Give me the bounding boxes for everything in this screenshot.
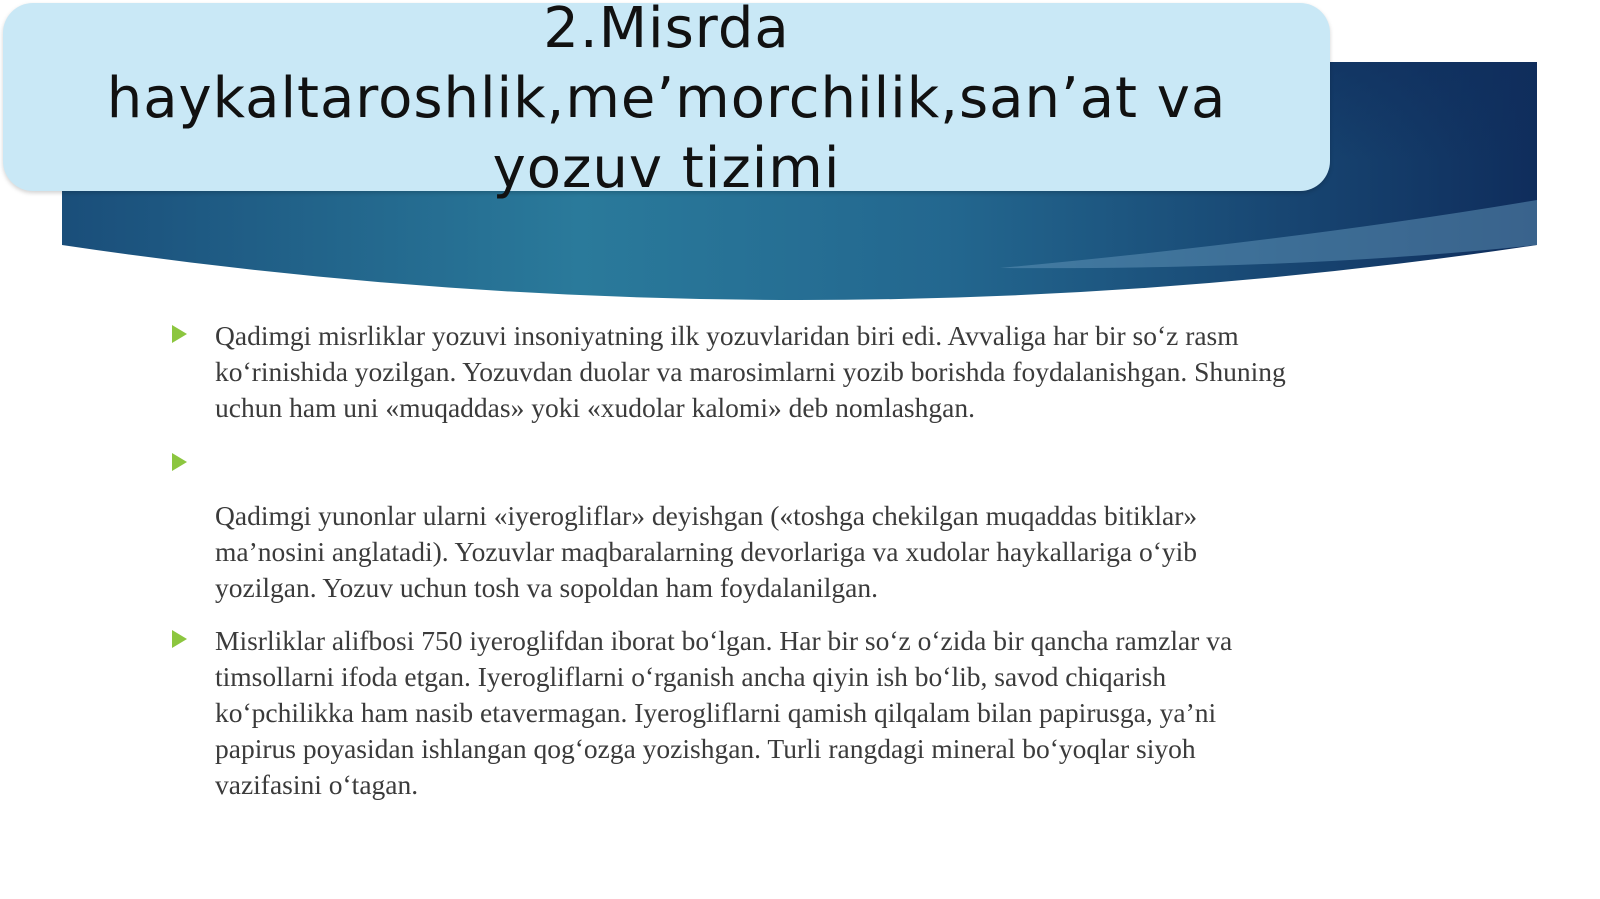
bullet-item bbox=[168, 623, 1298, 803]
bullet-text: Qadimgi misrliklar yozuvi insoniyatning ilk yozuvlaridan biri edi. Avvaliga har bir so‘z rasm ko‘rinishida yozilgan. Yozuvdan duolar va marosimlarni yozib borishda foydalanishgan. Shuning uchun ham uni «muqaddas» yoki «xudolar kalomi» deb nomlashgan. bbox=[215, 320, 1286, 423]
paragraph bbox=[168, 498, 1298, 606]
bullet-item bbox=[168, 318, 1298, 426]
title-box bbox=[3, 0, 1330, 201]
triangle-bullet-icon bbox=[172, 453, 187, 471]
bullet-item bbox=[168, 446, 1298, 482]
triangle-bullet-icon bbox=[172, 325, 187, 343]
slide-title: 2.Misrda haykaltaroshlik,me’morchilik,san’at va yozuv tizimi bbox=[106, 0, 1227, 201]
triangle-bullet-icon bbox=[172, 630, 187, 648]
bullet-text: Misrliklar alifbosi 750 iyeroglifdan iborat bo‘lgan. Har bir so‘z o‘zida bir qancha ramzlar va timsollarni ifoda etgan. Iyerogliflarni o‘rganish ancha qiyin ish bo‘lib, savod chiqarish ko‘pchilikka ham nasib etavermagan. Iyerogliflarni qamish qilqalam bilan papirusga, ya’ni papirus poyasidan ishlangan qog‘ozga yozishgan. Turli rangdagi mineral bo‘yoqlar siyoh vazifasini o‘tagan. bbox=[215, 625, 1233, 800]
bullet-list bbox=[168, 318, 1298, 803]
paragraph-text: Qadimgi yunonlar ularni «iyerogliflar» deyishgan («toshga chekilgan muqaddas bitiklar» ma’nosini anglatadi). Yozuvlar maqbaralarning devorlariga va xudolar haykallariga o‘yib yozilgan. Yozuv uchun tosh va sopoldan ham foydalanilgan. bbox=[215, 500, 1198, 603]
